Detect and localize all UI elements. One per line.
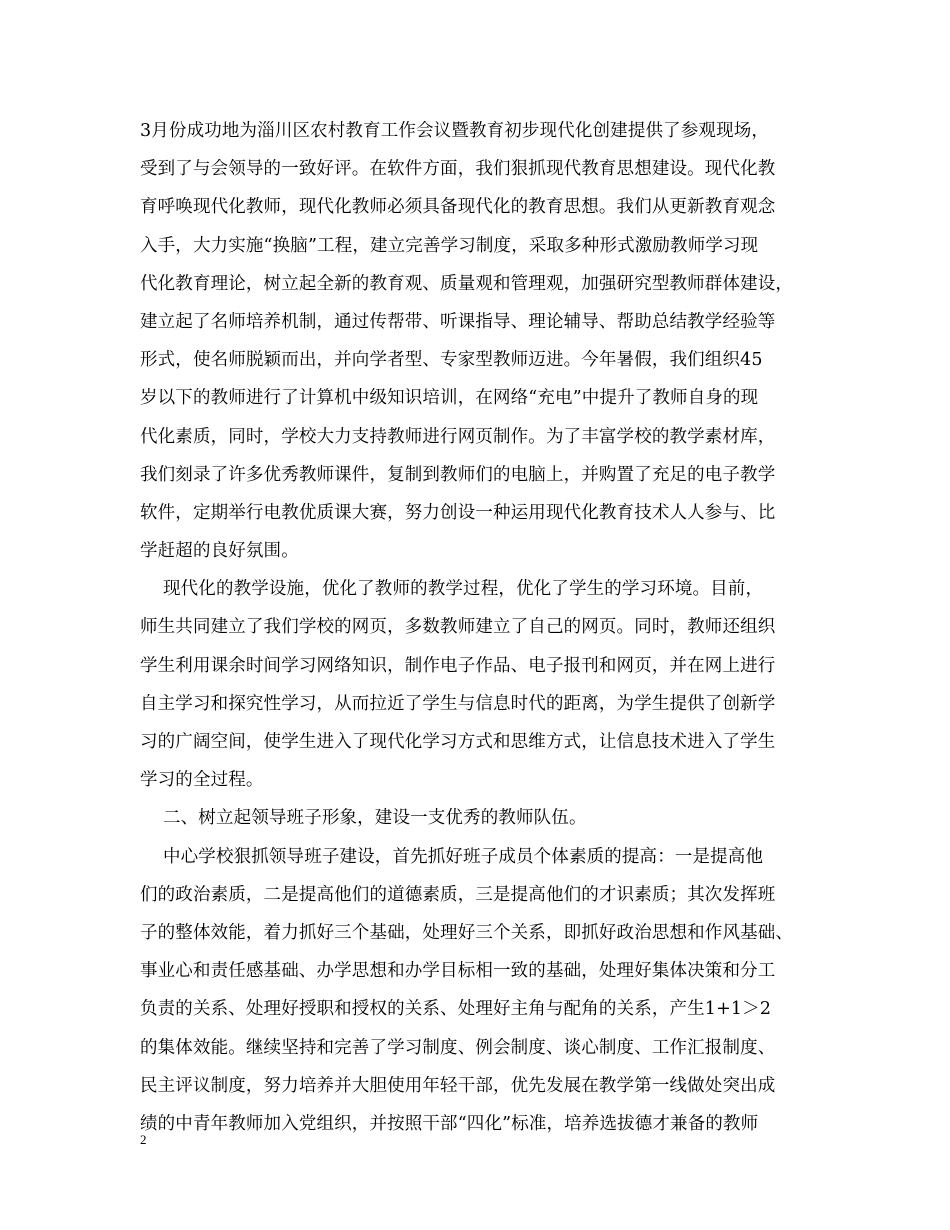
paragraph-first-line: 中心学校狠抓领导班子建设，首先抓好班子成员个体素质的提高：一是提高他 <box>163 846 764 867</box>
text-line: 事业心和责任感基础、办学思想和办学目标相一致的基础，处理好集体决策和分工 <box>140 961 776 982</box>
text-line: 我们刻录了许多优秀教师课件，复制到教师们的电脑上，并购置了充足的电子教学 <box>140 464 776 485</box>
text-line: 入手，大力实施“换脑”工程，建立完善学习制度，采取多种形式激励教师学习现 <box>140 235 759 256</box>
text-line: 师生共同建立了我们学校的网页，多数教师建立了自己的网页。同时，教师还组织 <box>140 617 776 638</box>
text-line: 学生利用课余时间学习网络知识，制作电子作品、电子报刊和网页，并在网上进行 <box>140 655 776 676</box>
text-line: 代化教育理论，树立起全新的教育观、质量观和管理观，加强研究型教师群体建设， <box>140 273 794 294</box>
section-heading: 二、树立起领导班子形象，建设一支优秀的教师队伍。 <box>163 808 587 829</box>
text-line: 民主评议制度，努力培养并大胆使用年轻干部，优先发展在教学第一线做处突出成 <box>140 1075 776 1096</box>
text-line: 子的整体效能，着力抓好三个基础，处理好三个关系，即抓好政治思想和作风基础、 <box>140 922 794 943</box>
text-line: 软件，定期举行电教优质课大赛，努力创设一种运用现代化教育技术人人参与、比 <box>140 502 776 523</box>
paragraph-first-line: 现代化的教学设施，优化了教师的教学过程，优化了学生的学习环境。目前， <box>163 579 764 600</box>
text-line: 负责的关系、处理好授职和授权的关系、处理好主角与配角的关系，产生1+1＞2 <box>140 999 772 1020</box>
text-line: 3月份成功地为淄川区农村教育工作会议暨教育初步现代化创建提供了参观现场， <box>140 121 770 141</box>
text-line: 的集体效能。继续坚持和完善了学习制度、例会制度、谈心制度、工作汇报制度、 <box>140 1037 776 1058</box>
text-line: 学赶超的良好氛围。 <box>140 541 299 562</box>
text-line: 受到了与会领导的一致好评。在软件方面，我们狠抓现代教育思想建设。现代化教 <box>140 159 776 180</box>
text-line: 育呼唤现代化教师，现代化教师必须具备现代化的教育思想。我们从更新教育观念 <box>140 197 776 218</box>
text-line: 学习的全过程。 <box>140 770 264 791</box>
text-line: 绩的中青年教师加入党组织，并按照干部“四化”标准，培养选拔德才兼备的教师 <box>140 1113 759 1134</box>
text-line: 建立起了名师培养机制，通过传帮带、听课指导、理论辅导、帮助总结教学经验等 <box>140 311 776 332</box>
text-line: 代化素质，同时，学校大力支持教师进行网页制作。为了丰富学校的教学素材库， <box>140 426 776 447</box>
text-line: 们的政治素质，二是提高他们的道德素质，三是提高他们的才识素质；其次发挥班 <box>140 884 776 905</box>
text-line: 自主学习和探究性学习，从而拉近了学生与信息时代的距离，为学生提供了创新学 <box>140 693 776 714</box>
page-number: 2 <box>140 1132 147 1147</box>
text-line: 形式，使名师脱颖而出，并向学者型、专家型教师迈进。今年暑假，我们组织45 <box>140 350 763 371</box>
text-line: 岁以下的教师进行了计算机中级知识培训，在网络“充电”中提升了教师自身的现 <box>140 388 759 409</box>
text-line: 习的广阔空间，使学生进入了现代化学习方式和思维方式，让信息技术进入了学生 <box>140 732 776 752</box>
body-text <box>140 112 840 1143</box>
